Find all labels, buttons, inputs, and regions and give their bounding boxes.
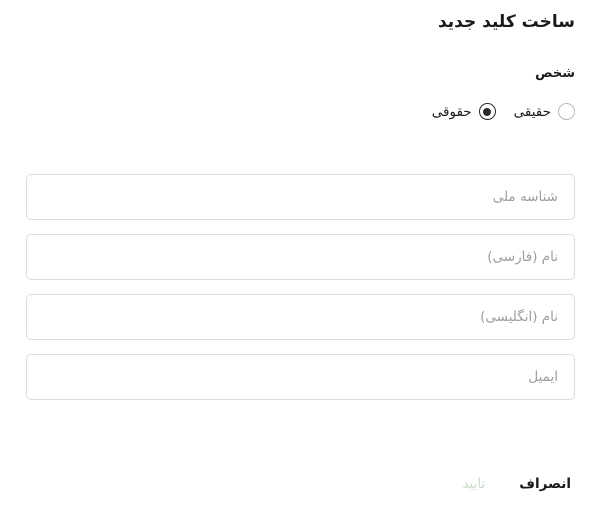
cancel-button[interactable]: انصراف [515, 472, 575, 498]
radio-option-legal-person-label: حقوقی [431, 103, 472, 120]
email-input[interactable] [26, 354, 575, 400]
national-id-input[interactable] [26, 174, 575, 220]
page-title: ساخت کلید جدید [437, 12, 575, 32]
radio-option-real-person[interactable] [514, 103, 575, 120]
radio-option-real-person-label: حقیقی [513, 103, 551, 120]
person-section-label: شخص [535, 66, 575, 81]
radio-option-legal-person[interactable] [432, 103, 496, 120]
name-farsi-input[interactable] [26, 234, 575, 280]
name-english-input[interactable] [26, 294, 575, 340]
confirm-button[interactable]: تایید [458, 472, 489, 498]
person-type-radio-group [432, 103, 575, 120]
radio-circle-icon [558, 103, 575, 120]
dialog-actions [458, 472, 575, 498]
radio-circle-selected-icon [479, 103, 496, 120]
form-fields [26, 174, 575, 400]
